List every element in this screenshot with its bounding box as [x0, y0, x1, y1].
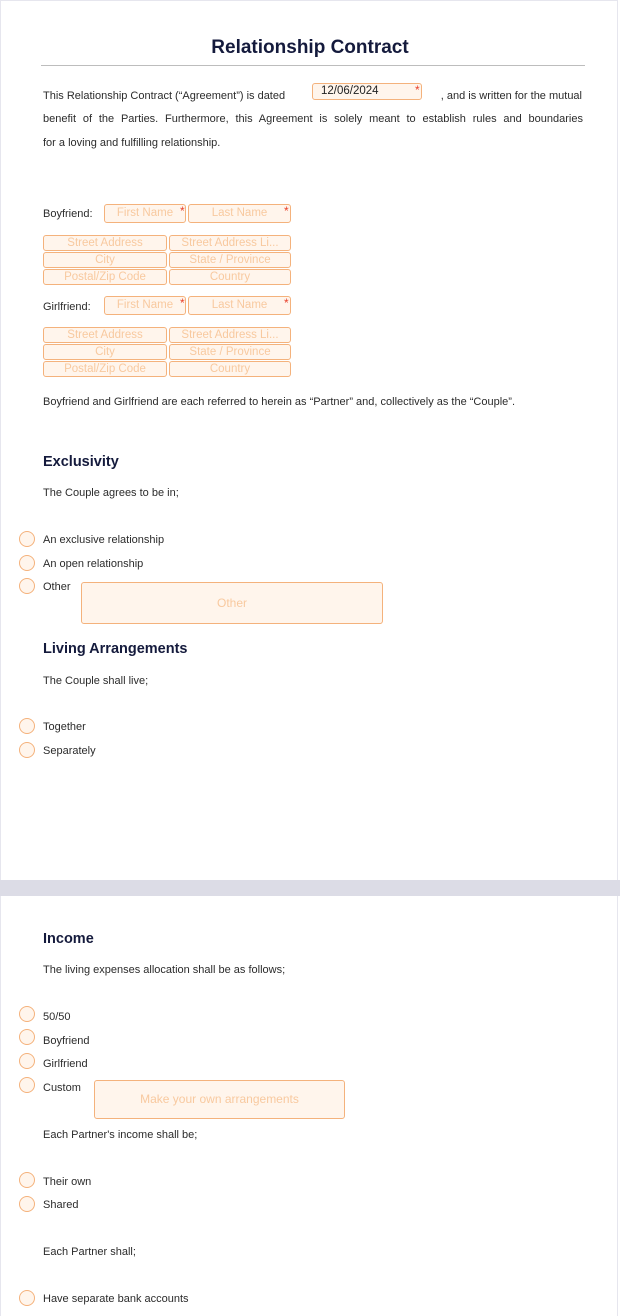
girlfriend-last-name-field[interactable]: Last Name	[188, 296, 291, 315]
couple-definition-text: Boyfriend and Girlfriend are each referred to herein as “Partner” and, collectively as the “Couple”.	[43, 396, 516, 408]
agreement-date-field[interactable]: 12/06/2024	[312, 83, 422, 100]
intro-text-line-3: for a loving and fulfilling relationship.	[43, 137, 221, 149]
girlfriend-city-field[interactable]: City	[43, 344, 167, 360]
intro-text-line-2: benefit of the Parties. Furthermore, this Agreement is solely meant to establish rules and boundaries	[43, 113, 583, 125]
custom-arrangement-field[interactable]: Make your own arrangements	[94, 1080, 345, 1119]
option-label: Custom	[43, 1082, 81, 1094]
boyfriend-street2-field[interactable]: Street Address Li...	[169, 235, 291, 251]
living-prompt: The Couple shall live;	[43, 675, 149, 687]
radio-together[interactable]	[19, 718, 35, 734]
girlfriend-first-name-field[interactable]: First Name	[104, 296, 186, 315]
exclusivity-other-field[interactable]: Other	[81, 582, 383, 624]
radio-exclusive-relationship[interactable]	[19, 531, 35, 547]
income-prompt: The living expenses allocation shall be as follows;	[43, 964, 286, 976]
radio-girlfriend[interactable]	[19, 1053, 35, 1069]
option-label: Shared	[43, 1199, 79, 1211]
girlfriend-state-field[interactable]: State / Province	[169, 344, 291, 360]
option-label: Have separate bank accounts	[43, 1293, 189, 1305]
option-label: Their own	[43, 1176, 92, 1188]
exclusivity-prompt: The Couple agrees to be in;	[43, 487, 179, 499]
boyfriend-state-field[interactable]: State / Province	[169, 252, 291, 268]
income-share-prompt: Each Partner's income shall be;	[43, 1129, 198, 1141]
boyfriend-first-name-field[interactable]: First Name	[104, 204, 186, 223]
radio-custom[interactable]	[19, 1077, 35, 1093]
intro-text-before-date: This Relationship Contract (“Agreement”) is dated	[43, 90, 286, 102]
title-divider	[41, 65, 585, 66]
radio-other[interactable]	[19, 578, 35, 594]
radio-separate-bank-accounts[interactable]	[19, 1290, 35, 1306]
option-label: Other	[43, 581, 71, 593]
partner-shall-prompt: Each Partner shall;	[43, 1246, 136, 1258]
girlfriend-label: Girlfriend:	[43, 301, 91, 313]
boyfriend-zip-field[interactable]: Postal/Zip Code	[43, 269, 167, 285]
boyfriend-city-field[interactable]: City	[43, 252, 167, 268]
radio-fifty-fifty[interactable]	[19, 1006, 35, 1022]
option-label: An exclusive relationship	[43, 534, 165, 546]
page-separator	[0, 880, 620, 896]
option-label: 50/50	[43, 1011, 71, 1023]
required-marker: *	[415, 83, 420, 97]
radio-their-own[interactable]	[19, 1172, 35, 1188]
required-marker: *	[284, 296, 289, 310]
girlfriend-street-field[interactable]: Street Address	[43, 327, 167, 343]
exclusivity-heading: Exclusivity	[43, 454, 119, 470]
page-title: Relationship Contract	[211, 37, 409, 58]
option-label: Boyfriend	[43, 1035, 90, 1047]
radio-shared[interactable]	[19, 1196, 35, 1212]
required-marker: *	[180, 204, 185, 218]
intro-text-after-date: , and is written for the mutual	[440, 90, 582, 102]
boyfriend-label: Boyfriend:	[43, 208, 93, 220]
radio-boyfriend[interactable]	[19, 1029, 35, 1045]
option-label: Together	[43, 721, 86, 733]
option-label: An open relationship	[43, 558, 144, 570]
girlfriend-country-field[interactable]: Country	[169, 361, 291, 377]
boyfriend-last-name-field[interactable]: Last Name	[188, 204, 291, 223]
living-arrangements-heading: Living Arrangements	[43, 641, 188, 657]
boyfriend-street-field[interactable]: Street Address	[43, 235, 167, 251]
girlfriend-zip-field[interactable]: Postal/Zip Code	[43, 361, 167, 377]
income-heading: Income	[43, 931, 94, 947]
required-marker: *	[284, 204, 289, 218]
option-label: Girlfriend	[43, 1058, 88, 1070]
radio-separately[interactable]	[19, 742, 35, 758]
boyfriend-country-field[interactable]: Country	[169, 269, 291, 285]
required-marker: *	[180, 296, 185, 310]
form-page-2	[0, 896, 618, 1316]
radio-open-relationship[interactable]	[19, 555, 35, 571]
girlfriend-street2-field[interactable]: Street Address Li...	[169, 327, 291, 343]
option-label: Separately	[43, 745, 96, 757]
